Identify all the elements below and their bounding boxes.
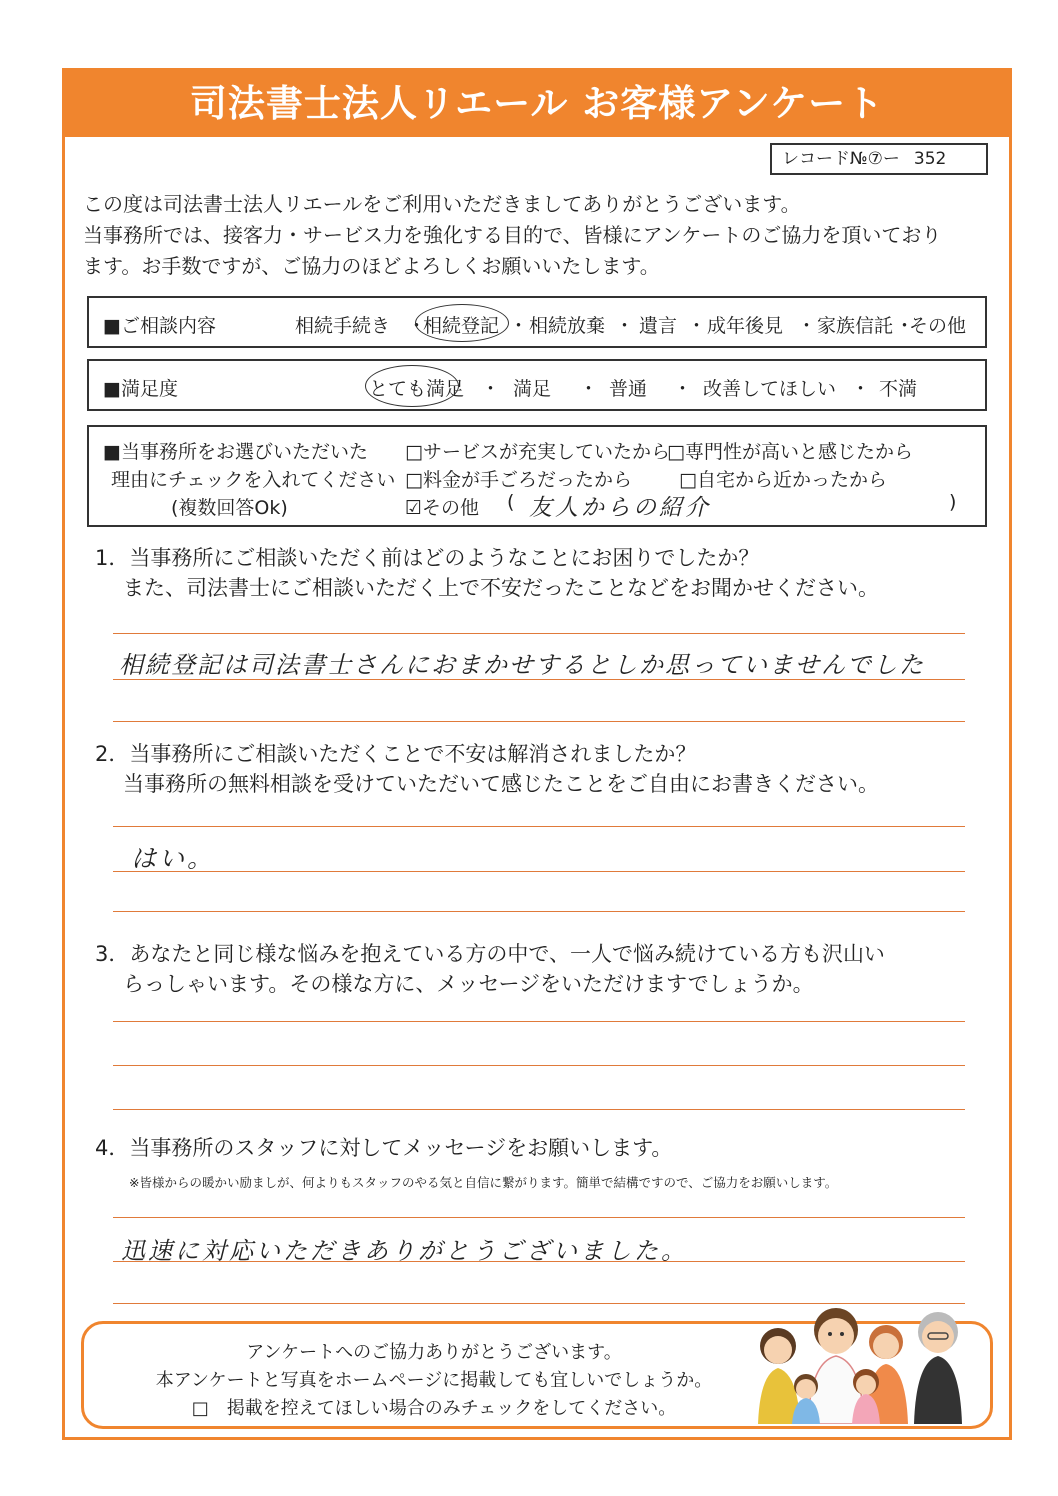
option-futsuu[interactable]: 普通	[609, 378, 648, 400]
separator: ・	[687, 315, 707, 337]
separator: ・	[579, 378, 599, 400]
family-illustration	[748, 1296, 978, 1424]
intro-line: 当事務所では、接客力・サービス力を強化する目的で、皆様にアンケートのご協力を頂いており	[83, 223, 942, 247]
answer-rule	[113, 721, 965, 722]
record-label: レコード№⑦ー	[782, 149, 900, 169]
footer-line: アンケートへのご協力ありがとうございます。	[246, 1342, 622, 1363]
separator: ・	[895, 315, 915, 337]
satisfaction-box	[87, 359, 987, 411]
answer-rule	[113, 1261, 965, 1262]
consultation-label: ■ご相談内容	[103, 315, 216, 337]
intro-line: ます。お手数ですが、ご協力のほどよろしくお願いいたします。	[83, 254, 660, 278]
option-seinen-kouken[interactable]: 成年後見	[707, 315, 784, 337]
intro-line: この度は司法書士法人リエールをご利用いただきましてありがとうございます。	[83, 192, 801, 216]
answer-rule	[113, 1109, 965, 1110]
reason-box	[87, 425, 987, 527]
footer-box	[81, 1321, 993, 1429]
option-souzoku-houki[interactable]: 相続放棄	[529, 315, 606, 337]
question-4	[95, 1133, 672, 1163]
selection-circle	[415, 304, 509, 342]
reason-label-line: ■当事務所をお選びいただいた	[103, 441, 368, 463]
separator: ・	[407, 315, 427, 337]
other-reason-handwriting[interactable]: 友人からの紹介	[529, 495, 711, 521]
question-line: また、司法書士にご相談いただく上で不安だったことなどをお聞かせください。	[123, 576, 879, 600]
option-souzoku-touki[interactable]: 相続登記	[423, 315, 500, 337]
separator: ・	[673, 378, 693, 400]
separator: ・	[481, 378, 501, 400]
checkbox-other[interactable]: ☑その他	[405, 497, 480, 519]
selection-circle	[365, 365, 459, 407]
paren-close: )	[949, 491, 957, 513]
separator: ・	[509, 315, 529, 337]
record-number-box	[770, 143, 988, 175]
reason-label-line: 理由にチェックを入れてください	[111, 469, 396, 491]
question-line: 3．あなたと同じ様な悩みを抱えている方の中で、一人で悩み続けている方も沢山い	[95, 942, 885, 966]
answer-rule	[113, 1065, 965, 1066]
option-yuigon[interactable]: 遺言	[639, 315, 678, 337]
answer-2-handwriting[interactable]: はい。	[131, 844, 216, 873]
answer-rule	[113, 871, 965, 872]
checkbox-near-home[interactable]: □自宅から近かったから	[679, 469, 887, 491]
publish-optout-checkbox[interactable]: □ 掲載を控えてほしい場合のみチェックをしてください。	[191, 1398, 677, 1419]
separator: ・	[797, 315, 817, 337]
intro-text	[83, 189, 1003, 282]
option-manzoku[interactable]: 満足	[513, 378, 552, 400]
checkbox-expertise[interactable]: □専門性が高いと感じたから	[667, 441, 913, 463]
paren-open: (	[507, 491, 515, 513]
answer-rule	[113, 826, 965, 827]
satisfaction-label: ■満足度	[103, 378, 178, 400]
answer-rule	[113, 1021, 965, 1022]
question-line: らっしゃいます。その様な方に、メッセージをいただけますでしょうか。	[123, 972, 814, 996]
option-fuman[interactable]: 不満	[879, 378, 918, 400]
answer-rule	[113, 679, 965, 680]
question-1	[95, 543, 879, 603]
answer-rule	[113, 633, 965, 634]
option-totemo-manzoku[interactable]: とても満足	[369, 378, 465, 400]
separator: ・	[615, 315, 635, 337]
record-number: 352	[913, 149, 947, 169]
question-2	[95, 739, 879, 799]
reason-label-line: (複数回答Ok)	[171, 497, 288, 519]
answer-1-handwriting[interactable]: 相続登記は司法書士さんにおまかせするとしか思っていませんでした	[119, 651, 925, 679]
answer-rule	[113, 1217, 965, 1218]
question-line: 1．当事務所にご相談いただく前はどのようなことにお困りでしたか？	[95, 546, 760, 570]
checkbox-price[interactable]: □料金が手ごろだったから	[405, 469, 632, 491]
question-line: 当事務所の無料相談を受けていただいて感じたことをご自由にお書きください。	[123, 772, 879, 796]
option-kazoku-shintaku[interactable]: 家族信託	[817, 315, 894, 337]
answer-rule	[113, 911, 965, 912]
answer-4-handwriting[interactable]: 迅速に対応いただきありがとうございました。	[121, 1237, 688, 1265]
page-title: 司法書士法人リエール お客様アンケート	[65, 71, 1009, 137]
question-line: 2．当事務所にご相談いただくことで不安は解消されましたか？	[95, 742, 697, 766]
question-3	[95, 939, 885, 999]
question-4-note: ※皆様からの暖かい励ましが、何よりもスタッフのやる気と自信に繋がります。簡単で結構ですので、ご協力をお願いします。	[129, 1175, 838, 1190]
separator: ・	[851, 378, 871, 400]
footer-line: 本アンケートと写真をホームページに掲載しても宜しいでしょうか。	[155, 1370, 713, 1391]
option-kaizen[interactable]: 改善してほしい	[703, 378, 837, 400]
question-line: 4．当事務所のスタッフに対してメッセージをお願いします。	[95, 1136, 673, 1160]
option-souzoku-tetsuzuki[interactable]: 相続手続き	[295, 315, 391, 337]
option-sonota[interactable]: その他	[909, 315, 967, 337]
checkbox-service[interactable]: □サービスが充実していたから	[405, 441, 670, 463]
survey-sheet	[62, 68, 1012, 1440]
consultation-box	[87, 296, 987, 348]
